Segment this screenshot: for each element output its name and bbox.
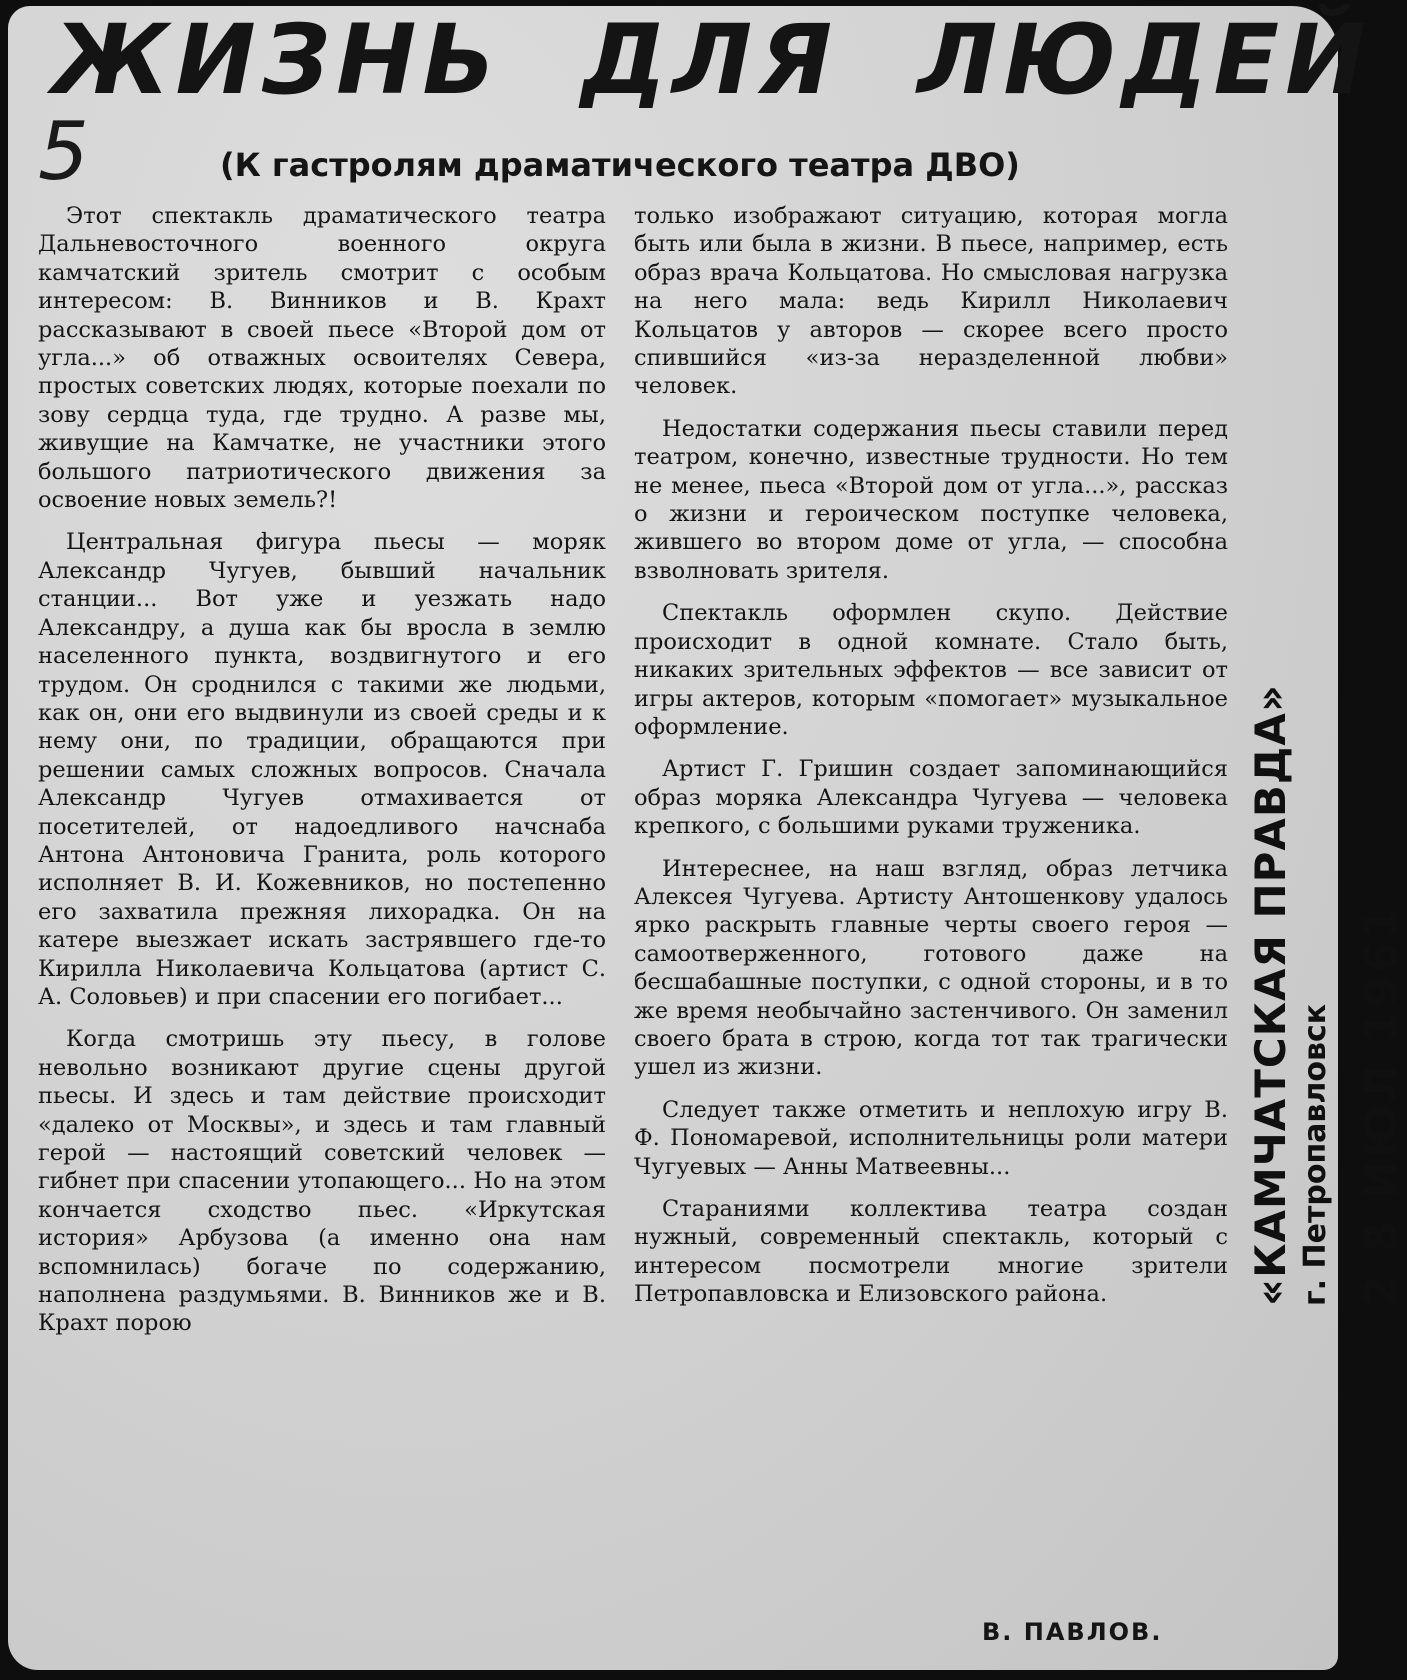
headline: ЖИЗНЬ ДЛЯ ЛЮДЕЙ (52, 4, 1372, 116)
paragraph-continuation: только изображают ситуацию, которая могла быть или была в жизни. В пьесе, например, есть образ врача Кольцатова. Но смысловая нагрузка на него мала: ведь Кирилл Николаевич Кольцатов у авторов — скорее всего просто спившийся «из-за неразделенной любви» человек. (634, 203, 1228, 400)
article-right-column (634, 202, 1228, 1602)
paragraph: Центральная фигура пьесы — моряк Александр Чугуев, бывший начальник станции... Вот уже и уезжать надо Александру, а душа как бы вросла в землю населенного пункта, воздвигнутого и его трудом. Он сроднился с такими же людьми, как он, они его выдвинули из своей среды и к нему они, по традиции, обращаются при решении самых сложных вопросов. Сначала Александр Чугуев отмахивается от посетителей, от надоедливого начснаба Антона Антоновича Гранита, роль которого исполняет В. И. Кожевников, но постепенно его захватила прежняя лихорадка. Он на катере выезжает искать застрявшего где-то Кирилла Николаевича Кольцатова (артист С. А. Соловьев) и при спасении его погибает... (38, 529, 606, 1010)
paragraph: Этот спектакль драматического театра Дальневосточного военного округа камчатский зритель смотрит с особым интересом: В. Винников и В. Крахт рассказывают в своей пьесе «Второй дом от угла...» об отважных освоителях Севера, простых советских людях, которые поехали по зову сердца туда, где трудно. А разве мы, живущие на Камчатке, не участники этого большого патриотического движения за освоение новых земель?! (38, 203, 606, 514)
paragraph: Недостатки содержания пьесы ставили перед театром, конечно, известные трудности. Но тем не менее, пьеса «Второй дом от угла...», рассказ о жизни и героическом поступке человека, жившего во втором доме от угла, — способна взволновать зрителя. (634, 415, 1228, 584)
stamp-date: 2 8 ИЮЛ 1961 (1356, 903, 1407, 1306)
stamp-newspaper-name: «КАМЧАТСКАЯ ПРАВДА» (1246, 684, 1295, 1306)
stamp-city: г. Петропавловск (1298, 1003, 1333, 1306)
paragraph: Когда смотришь эту пьесу, в голове невольно возникают другие сцены другой пьесы. И здесь и там действие происходит «далеко от Москвы», и здесь и там главный герой — настоящий советский человек — гибнет при спасении утопающего... Но на этом кончается сходство пьес. «Иркутская история» Арбузова (а именно она нам вспомнилась) богаче по содержанию, наполнена раздумьями. В. Винников же и В. Крахт порою (38, 1026, 606, 1337)
newspaper-clipping (8, 4, 1407, 1670)
paragraph: Артист Г. Гришин создает запоминающийся образ моряка Александра Чугуева — человека крепкого, с большими руками труженика. (634, 756, 1228, 840)
paragraph: Следует также отметить и неплохую игру В. Ф. Пономаревой, исполнительницы роли матери Чугуевых — Анны Матвеевны... (634, 1096, 1228, 1180)
article-left-column (38, 202, 606, 1672)
handwritten-number: 5 (38, 105, 89, 198)
subtitle: (К гастролям драматического театра ДВО) (220, 146, 1020, 184)
paragraph: Спектакль оформлен скупо. Действие происходит в одной комнате. Стало быть, никаких зрительных эффектов — все зависит от игры актеров, которым «помогает» музыкальное оформление. (634, 600, 1228, 740)
author-signature: В. ПАВЛОВ. (982, 1618, 1163, 1646)
paragraph: Интереснее, на наш взгляд, образ летчика Алексея Чугуева. Артисту Антошенкову удалось ярко раскрыть главные черты своего героя — самоотверженного, готового даже на бесшабашные поступки, с одной стороны, и в то же время необычайно застенчивого. Он заменил своего брата в строю, когда тот так трагически ушел из жизни. (634, 855, 1228, 1081)
paragraph: Стараниями коллектива театра создан нужный, современный спектакль, который с интересом посмотрели многие зрители Петропавловска и Елизовского района. (634, 1196, 1228, 1308)
